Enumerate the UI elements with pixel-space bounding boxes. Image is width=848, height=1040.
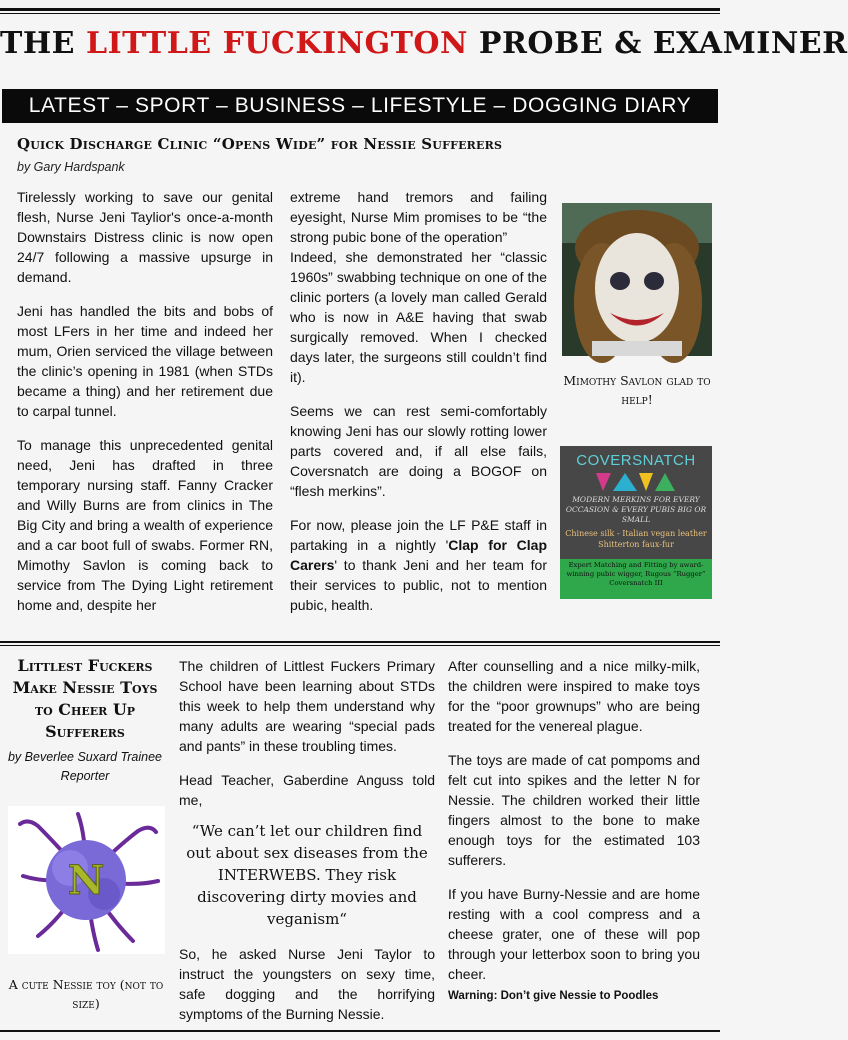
toy-letter: N (67, 857, 105, 904)
article1-column-2 (290, 187, 547, 629)
article2-column-2 (448, 656, 700, 1006)
article2-byline: by Beverlee Suxard Trainee Reporter (7, 750, 163, 783)
article2-headline: Littlest Fuckers Make Nessie Toys to Cheer Up Sufferers (12, 656, 158, 741)
nurse-photo-caption: Mimothy Savlon glad to help! (563, 373, 711, 407)
article2-column-1 (179, 656, 435, 1038)
warning-note: Warning: Don’t give Nessie to Poodles (448, 990, 659, 1002)
section-nav[interactable]: LATEST – SPORT – BUSINESS – LIFESTYLE – DOGGING DIARY (2, 89, 718, 123)
article1-byline: by Gary Hardspank (17, 160, 125, 174)
head-teacher-quote: “We can’t let our children find out about sex diseases from the INTERWEBS. They risk discovering dirty movies and veganism“ (186, 822, 428, 928)
paragraph (290, 515, 547, 615)
top-rule (0, 8, 720, 11)
text: For now, please join the LF P&E staff in partaking in a nightly ' (290, 517, 547, 553)
masthead-suffix: PROBE & EXAMINER (467, 26, 848, 61)
paragraph: Head Teacher, Gaberdine Anguss told me, (179, 772, 435, 808)
masthead-prefix: THE (0, 26, 86, 61)
paragraph: The children of Littlest Fuckers Primary School have been learning about STDs this week to help them understand why many adults are wearing “special pads and pants” in these troubling times. (179, 658, 435, 754)
paragraph: So, he asked Nurse Jeni Taylor to instruct the youngsters on sexy time, safe dogging and the horrifying symptoms of the Burning Nessie. (179, 946, 435, 1022)
nurse-photo (562, 203, 712, 356)
paragraph: To manage this unprecedented genital need, Jeni has drafted in three temporary nursing staff. Fanny Cracker and Willy Burns are from clinics in The Big City and bring a wealth of experience and a car boot full of swabs. Former RN, Mimothy Savlon is coming back to service from The Dying Light retirement home and, despite her (17, 437, 273, 613)
paragraph: If you have Burny-Nessie and are home resting with a cool compress and a cheese grater, one of these will pop through your letterbox soon to bring you cheer. (448, 886, 700, 982)
paragraph: Indeed, she demonstrated her “classic 1960s” swabbing technique on one of the clinic porters (a lovely man called Gerald who is now in A&E having that swab surgically removed. When I checked days later, the surgeons still couldn’t find it). (290, 249, 547, 385)
nessie-toy-caption: A cute Nessie toy (not to size) (8, 977, 164, 1011)
ad-tagline: MODERN MERKINS FOR EVERY OCCASION & EVERY PUBIS BIG OR SMALL (565, 495, 707, 524)
coversnatch-ad[interactable] (560, 446, 712, 599)
nessie-toy-image (8, 806, 165, 954)
masthead (0, 26, 848, 61)
text: ' to thank Jeni and her team for their services to public, not to mention pubic, health. (290, 557, 547, 613)
paragraph: Seems we can rest semi-comfortably knowing Jeni has our slowly rotting lower parts covered and, if all else fails, Coversnatch are doing a BOGOF on “flesh merkins”. (290, 403, 547, 499)
section-divider (0, 641, 720, 643)
masthead-red: LITTLE FUCKINGTON (85, 26, 468, 61)
paragraph: Jeni has handled the bits and bobs of most LFers in her time and indeed her mum, Orien serviced the village between the clinic’s opening in 1981 (when STDs became a thing) and her retirement due to carpal tunnel. (17, 303, 273, 419)
paragraph: After counselling and a nice milky-milk, the children were inspired to make toys for the “poor grownups” who are being treated for the venereal plague. (448, 658, 700, 734)
section-divider-thin (0, 645, 720, 646)
article1-headline: Quick Discharge Clinic “Opens Wide” for Nessie Sufferers (17, 135, 503, 153)
ad-materials: Chinese silk - Italian vegan leather Shitterton faux-fur (565, 529, 707, 549)
article1-column-1 (17, 187, 273, 629)
ad-brand: COVERSNATCH (576, 452, 696, 469)
paragraph: extreme hand tremors and failing eyesight, Nurse Mim promises to be “the strong pubic bone of the operation” (290, 189, 547, 245)
ad-footer: Expert Matching and Fitting by award-winning pubic wigger, Rugous “Rugger” Coversnatch III (560, 559, 712, 599)
ad-logo-icon (591, 471, 681, 493)
paragraph: The toys are made of cat pompoms and felt cut into spikes and the letter N for Nessie. The children worked their little fingers almost to the bone to make enough toys for the estimated 103 sufferers. (448, 752, 700, 868)
bottom-rule (0, 1030, 720, 1032)
top-rule-thin (0, 13, 720, 14)
paragraph: Tirelessly working to save our genital flesh, Nurse Jeni Taylior's once-a-month Downstairs Distress clinic is now open 24/7 following a massive upsurge in demand. (17, 189, 273, 285)
clap-for-clap-carers: Clap for Clap Carers (290, 537, 547, 573)
